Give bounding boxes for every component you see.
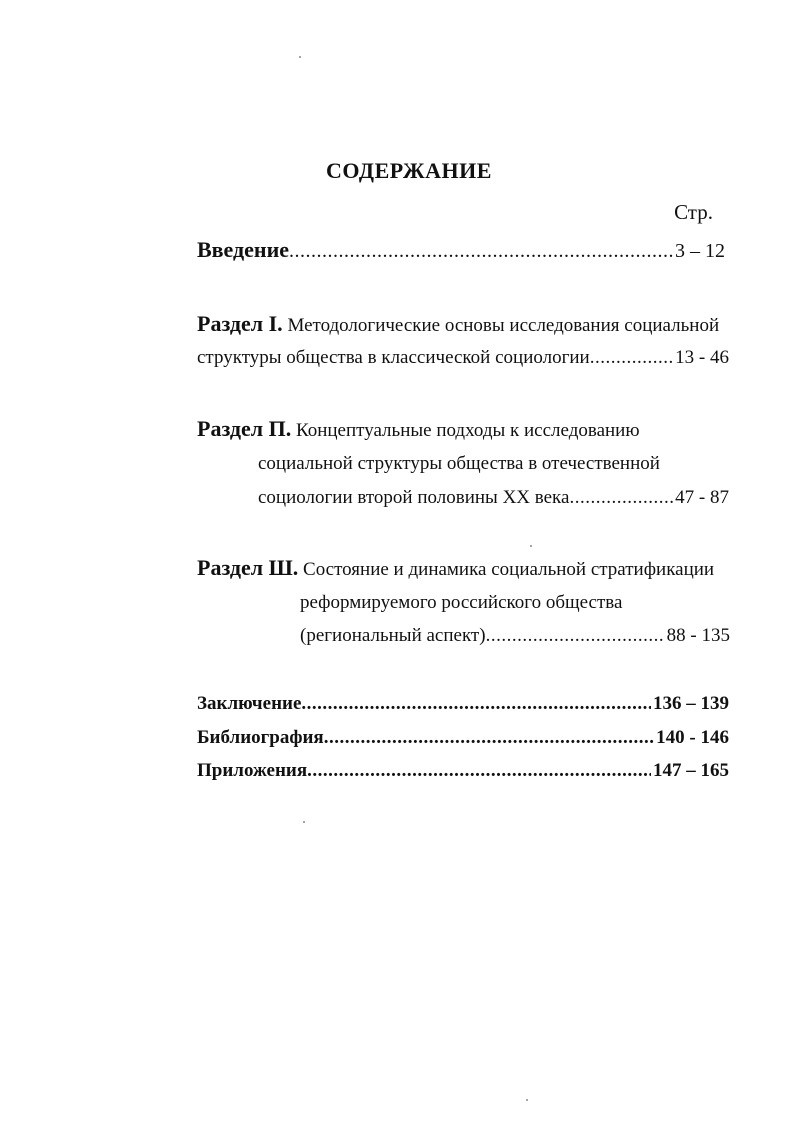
toc-entry-appendices xyxy=(197,760,729,782)
toc-entry-label: Приложения xyxy=(197,760,308,781)
toc-section-3-line-2 xyxy=(300,592,622,614)
toc-section-text: социологии второй половины XX века xyxy=(258,487,570,508)
toc-entry-pages: 47 - 87 xyxy=(675,487,729,508)
toc-section-head: Раздел Ш. xyxy=(197,555,299,580)
toc-section-head: Раздел П. xyxy=(197,416,292,441)
toc-section-text: Концептуальные подходы к исследованию xyxy=(295,420,640,441)
dot-leader xyxy=(301,693,651,715)
toc-entry-pages: 88 - 135 xyxy=(666,625,730,646)
toc-section-2-line-2 xyxy=(258,453,660,475)
toc-section-text: Состояние и динамика социальной стратификации xyxy=(303,559,715,580)
toc-section-1-last-line xyxy=(197,347,729,369)
toc-section-2-heading-line xyxy=(197,416,640,442)
toc-section-text: Методологические основы исследования социальной xyxy=(287,315,720,336)
toc-entry-label: Введение xyxy=(197,237,290,262)
dot-leader xyxy=(307,760,651,782)
toc-section-text: социальной структуры общества в отечественной xyxy=(258,453,660,474)
toc-entry-pages: 140 - 146 xyxy=(656,727,729,748)
dot-leader xyxy=(569,487,673,509)
toc-section-head: Раздел I. xyxy=(197,311,283,336)
scan-speck xyxy=(530,545,532,547)
dot-leader xyxy=(486,625,665,647)
toc-entry-pages: 13 - 46 xyxy=(675,347,729,368)
dot-leader xyxy=(289,240,673,263)
toc-section-3-heading-line xyxy=(197,555,714,581)
toc-entry-pages: 136 – 139 xyxy=(653,693,729,714)
toc-section-text: реформируемого российского общества xyxy=(300,592,623,613)
toc-section-text: (региональный аспект) xyxy=(300,625,486,646)
toc-entry-label: Библиография xyxy=(197,727,324,748)
toc-entry-intro xyxy=(197,237,725,263)
page-title: СОДЕРЖАНИЕ xyxy=(326,158,492,183)
toc-entry-conclusion xyxy=(197,693,729,715)
scan-speck xyxy=(303,821,305,823)
dot-leader xyxy=(590,347,673,369)
scan-speck xyxy=(299,56,301,58)
toc-entry-label: Заключение xyxy=(197,693,302,714)
toc-section-3-last-line xyxy=(300,625,730,647)
toc-entry-bibliography xyxy=(197,727,729,749)
page-column-label: Стр. xyxy=(674,200,713,224)
toc-section-1-heading-line xyxy=(197,311,719,337)
dot-leader xyxy=(324,727,654,749)
toc-entry-pages: 147 – 165 xyxy=(653,760,729,781)
scan-speck xyxy=(526,1099,528,1101)
toc-section-text: структуры общества в классической социологии xyxy=(197,347,590,368)
toc-entry-pages: 3 – 12 xyxy=(675,240,725,262)
toc-section-2-last-line xyxy=(258,487,729,509)
